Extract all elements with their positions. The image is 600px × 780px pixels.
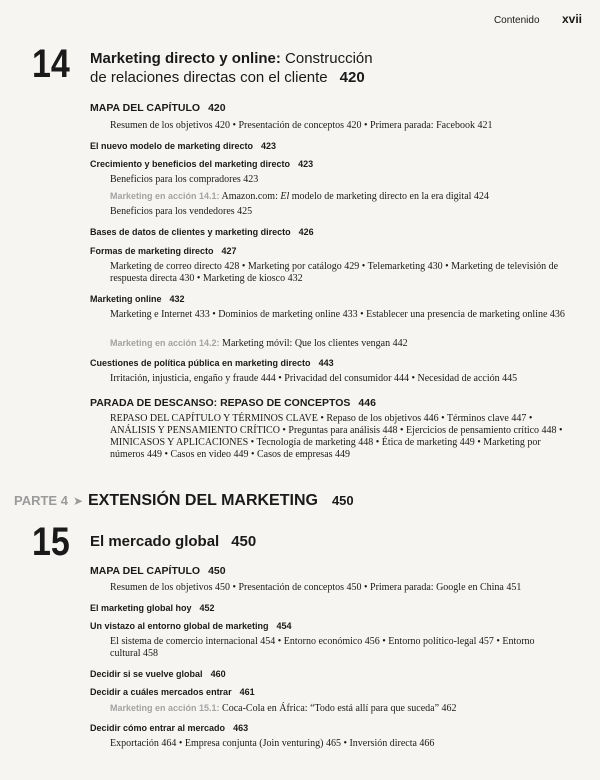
chapter-page: 450 (231, 533, 257, 550)
toc-entry-paragraph: Marketing de correo directo 428 • Marketing por catálogo 429 • Telemarketing 430 • Marketing de televisión de respuesta directa 430 • Marketing de kiosco 432 (110, 261, 559, 284)
section-title: Cuestiones de política pública en marketing directo (90, 358, 311, 368)
toc-section[interactable] (90, 686, 255, 698)
toc-section[interactable] (90, 357, 334, 369)
toc-section[interactable] (90, 602, 215, 614)
header-label: Contenido (493, 15, 540, 26)
section-page: 427 (221, 246, 237, 256)
toc-section[interactable] (90, 158, 313, 170)
section-title: Decidir cómo entrar al mercado (90, 723, 226, 733)
toc-section[interactable] (90, 140, 276, 152)
toc-entry-paragraph: Marketing e Internet 433 • Dominios de marketing online 433 • Establecer una presencia de marketing online 436 (110, 309, 565, 320)
section-page: 454 (276, 621, 292, 631)
marketing-en-accion-entry (110, 702, 457, 715)
section-page: 463 (233, 723, 249, 733)
section-page: 426 (298, 227, 314, 237)
entry-text: modelo de marketing directo en la era digital 424 (289, 191, 489, 202)
toc-section-parada[interactable] (90, 397, 376, 409)
toc-section-mapa[interactable] (90, 565, 226, 577)
chapter-title-line2: de relaciones directas con el cliente (90, 69, 328, 86)
section-page: 420 (208, 102, 226, 114)
toc-section[interactable] (90, 620, 292, 632)
toc-entry-line: Resumen de los objetivos 420 • Presentación de conceptos 420 • Primera parada: Facebook 421 (110, 120, 493, 131)
toc-entry-line: Beneficios para los vendedores 425 (110, 206, 253, 217)
marketing-en-accion-label: Marketing en acción 14.2: (110, 338, 220, 348)
running-header (494, 10, 582, 28)
section-title: PARADA DE DESCANSO: REPASO DE CONCEPTOS (90, 397, 351, 409)
entry-italic-text: El (280, 191, 290, 202)
entry-text: Marketing móvil: Que los clientes vengan 442 (219, 338, 408, 349)
section-title: Decidir si se vuelve global (90, 669, 203, 679)
section-title: El marketing global hoy (90, 603, 192, 613)
section-page: 432 (169, 294, 185, 304)
toc-entry-paragraph: REPASO DEL CAPÍTULO Y TÉRMINOS CLAVE • Repaso de los objetivos 446 • Términos clave 447 • ANÁLISIS Y PENSAMIENTO CRÍTICO • Preguntas para análisis 448 • Ejercicios de pensamiento crítico 448 • MINICASOS Y APLICACIONES • Tecnología de marketing 448 • Ética de marketing 449 • Marketing por números 449 • Casos en video 449 • Casos de empresas 449 (110, 413, 563, 460)
chapter-title-rest: Construcción (280, 50, 373, 67)
toc-section-mapa[interactable] (90, 102, 226, 114)
chapter-title (90, 49, 373, 87)
header-page-number: xvii (561, 12, 582, 26)
toc-section[interactable] (90, 668, 226, 680)
toc-entry-line: Resumen de los objetivos 450 • Presentación de conceptos 450 • Primera parada: Google en China 451 (110, 582, 522, 593)
section-title: Crecimiento y beneficios del marketing directo (90, 159, 291, 169)
section-page: 452 (199, 603, 215, 613)
section-page: 461 (239, 687, 255, 697)
part-page: 450 (331, 493, 354, 508)
section-page: 446 (358, 397, 376, 409)
section-title: Decidir a cuáles mercados entrar (90, 687, 232, 697)
section-page: 450 (208, 565, 226, 577)
section-title: Un vistazo al entorno global de marketing (90, 621, 269, 631)
section-title: Bases de datos de clientes y marketing directo (90, 227, 291, 237)
section-page: 423 (261, 141, 277, 151)
toc-entry-line: Beneficios para los compradores 423 (110, 174, 259, 185)
chapter-number: 14 (32, 42, 70, 86)
toc-section[interactable] (90, 293, 185, 305)
entry-text: Amazon.com: (219, 191, 281, 202)
section-page: 423 (298, 159, 314, 169)
toc-entry-line: Exportación 464 • Empresa conjunta (Join venturing) 465 • Inversión directa 466 (110, 738, 435, 749)
part-title: EXTENSIÓN DEL MARKETING (88, 492, 318, 509)
section-page: 460 (210, 669, 226, 679)
toc-entry-line: Irritación, injusticia, engaño y fraude 444 • Privacidad del consumidor 444 • Necesidad de acción 445 (110, 373, 518, 384)
arrow-icon: ➤ (72, 494, 83, 508)
section-title: MAPA DEL CAPÍTULO (90, 565, 201, 577)
part-label: PARTE 4 (14, 493, 68, 508)
marketing-en-accion-entry (110, 337, 408, 350)
entry-text: Coca-Cola en África: “Todo está allí para que suceda” 462 (219, 703, 457, 714)
section-page: 443 (318, 358, 334, 368)
chapter-title-bold: Marketing directo y online: (90, 50, 281, 67)
marketing-en-accion-label: Marketing en acción 14.1: (110, 191, 220, 201)
section-title: Marketing online (90, 294, 162, 304)
section-title: El nuevo modelo de marketing directo (90, 141, 254, 151)
chapter-title-text: El mercado global (90, 533, 220, 550)
part-heading (14, 492, 354, 510)
section-title: MAPA DEL CAPÍTULO (90, 102, 201, 114)
toc-entry-paragraph: El sistema de comercio internacional 454 • Entorno económico 456 • Entorno político-legal 457 • Entorno cultural 458 (110, 636, 535, 659)
marketing-en-accion-entry (110, 190, 489, 203)
toc-section[interactable] (90, 226, 314, 238)
toc-section[interactable] (90, 245, 237, 257)
chapter-number: 15 (32, 520, 70, 564)
section-title: Formas de marketing directo (90, 246, 214, 256)
chapter-page: 420 (339, 69, 365, 86)
chapter-title (90, 532, 256, 551)
toc-section[interactable] (90, 722, 248, 734)
marketing-en-accion-label: Marketing en acción 15.1: (110, 703, 220, 713)
